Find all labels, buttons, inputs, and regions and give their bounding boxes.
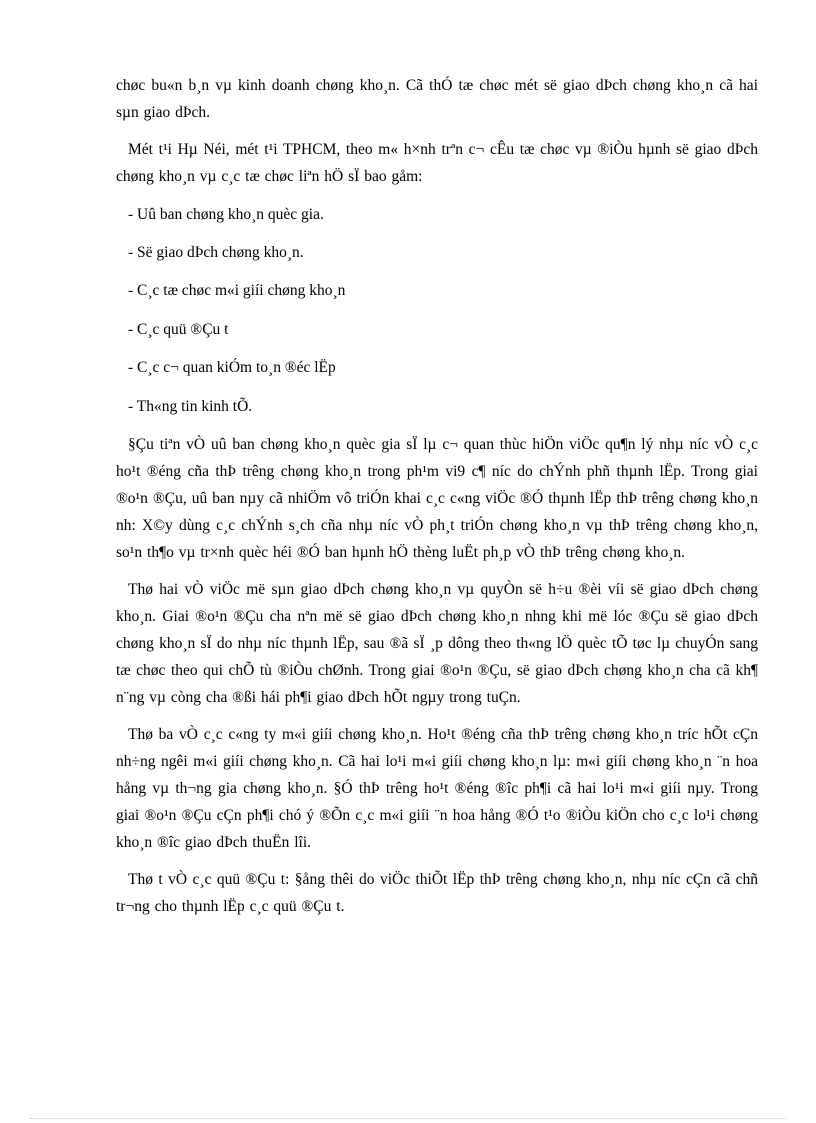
list-item: - Së giao dÞch chøng kho¸n. [128, 244, 304, 262]
paragraph: Mét t¹i Hµ Néi, mét t¹i TPHCM, theo m« h×nh trªn c¬ cÊu tæ chøc vµ ®iÒu hµnh së giao dÞch chøng kho¸n vµ c¸c tæ chøc liªn hÖ sÏ bao gåm: [116, 141, 758, 186]
paragraph: §Çu tiªn vÒ uû ban chøng kho¸n quèc gia sÏ lµ c¬ quan thùc hiÖn viÖc qu¶n lý nhµ níc vÒ c¸c ho¹t ®éng cña thÞ trêng chøng kho¸n trong ph¹m vi9 c¶ níc do chÝnh phñ thµnh lËp. Trong giai ®o¹n ®Çu, uû ban nµy cã nhiÖm vô triÓn khai c¸c c«ng viÖc ®Ó thµnh lËp thÞ trêng chøng kho¸n nh: X©y dùng c¸c chÝnh s¸ch cña nhµ níc vÒ ph¸t triÓn chøng kho¸n vµ thÞ trêng chøng kho¸n, so¹n th¶o vµ tr×nh quèc héi ®Ó ban hµnh hÖ thèng luËt ph¸p vÒ thÞ trêng chøng kho¸n. [116, 436, 758, 561]
paragraph: Thø ba vÒ c¸c c«ng ty m«i giíi chøng kho¸n. Ho¹t ®éng cña thÞ trêng chøng kho¸n tríc hÕt cÇn nh÷ng ngêi m«i giíi chøng kho¸n. Cã hai lo¹i m«i giíi chøng kho¸n lµ: m«i giíi chøng kho¸n ¨n hoa hång vµ th¬ng gia chøng kho¸n. §Ó thÞ trêng ho¹t ®éng ®îc ph¶i cã hai lo¹i m«i giíi nµy. Trong giai ®o¹n ®Çu cÇn ph¶i chó ý ®Õn c¸c m«i giíi ¨n hoa hång ®Ó t¹o ®iÒu kiÖn cho c¸c lo¹i chøng kho¸n ®îc giao dÞch thuËn lîi. [116, 726, 758, 851]
list-item: - Uû ban chøng kho¸n quèc gia. [128, 205, 324, 223]
paragraph: chøc bu«n b¸n vµ kinh doanh chøng kho¸n. Cã thÓ tæ chøc mét së giao dÞch chøng kho¸n cã hai sµn giao dÞch. [116, 77, 758, 121]
paragraph: Thø hai vÒ viÖc më sµn giao dÞch chøng kho¸n vµ quyÒn së h÷u ®èi víi së giao dÞch chøng kho¸n. Giai ®o¹n ®Çu cha nªn më së giao dÞch chøng kho¸n nhng khi më lóc ®Çu së giao dÞch chøng kho¸n sÏ do nhµ níc thµnh lËp, sau ®ã sÏ ¸p dông theo th«ng lÖ quèc tÕ tøc lµ chuyÓn sang tæ chøc theo qui chÕ tù ®iÒu chØnh. Trong giai ®o¹n ®Çu, së giao dÞch chøng kho¸n cha cã kh¶ n¨ng vµ còng cha ®ßi hái ph¶i giao dÞch hÕt ngµy trong tuÇn. [116, 581, 758, 706]
paragraph: Thø t vÒ c¸c quü ®Çu t: §ång thêi do viÖc thiÕt lËp thÞ trêng chøng kho¸n, nhµ níc cÇn cã chñ tr¬ng cho thµnh lËp c¸c quü ®Çu t. [116, 871, 758, 916]
list-item: - C¸c quü ®Çu t [128, 320, 229, 338]
list-item: - Th«ng tin kinh tÕ. [128, 397, 253, 415]
page-bottom-divider [30, 1118, 786, 1119]
list-item: - C¸c tæ chøc m«i giíi chøng kho¸n [128, 282, 346, 300]
document-body [116, 73, 758, 931]
list-item: - C¸c c¬ quan kiÓm to¸n ®éc lËp [128, 359, 336, 377]
